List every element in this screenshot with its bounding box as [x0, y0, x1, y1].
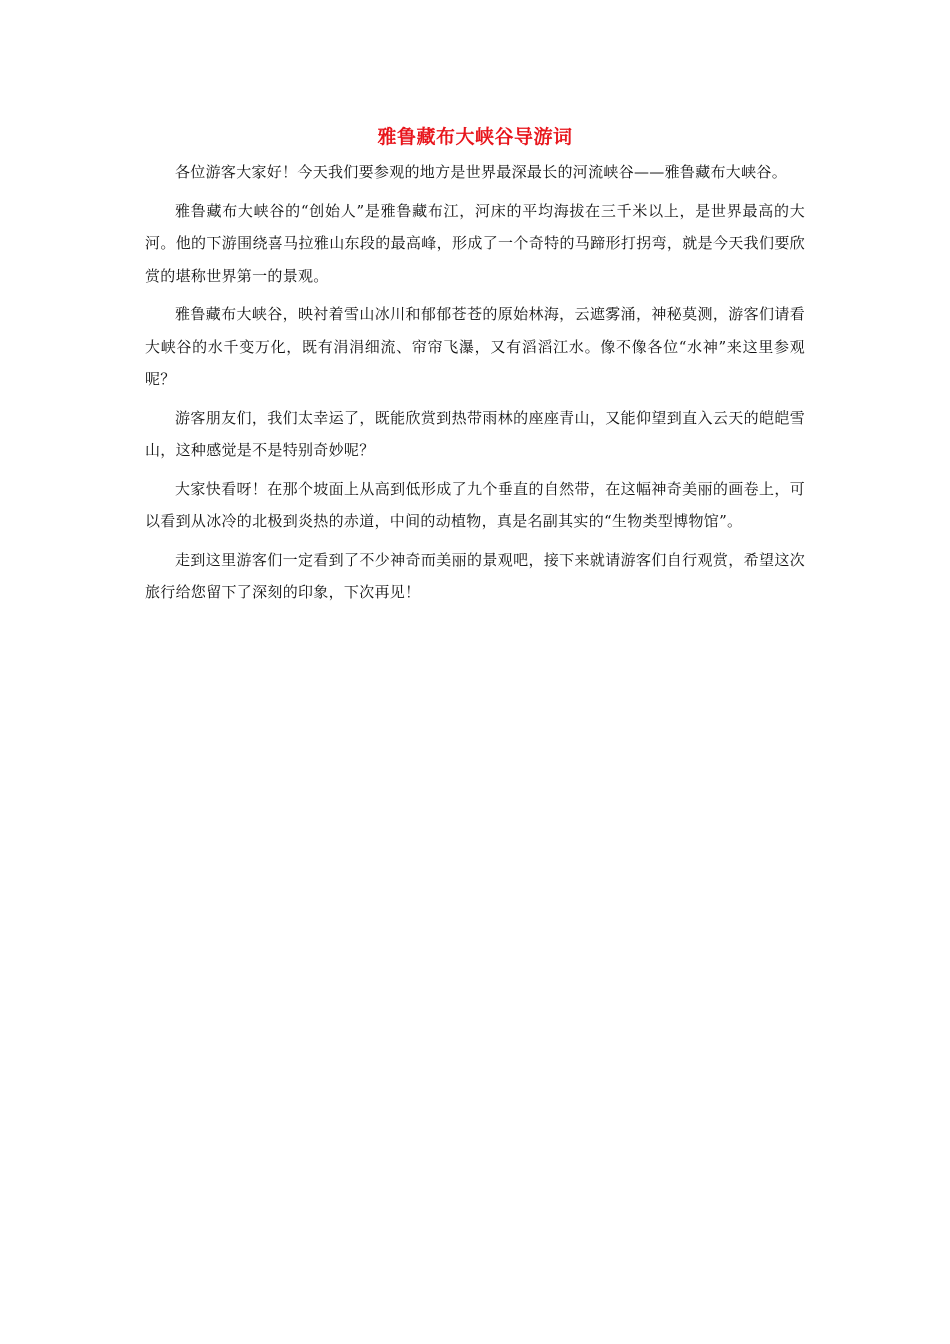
paragraph-3: 雅鲁藏布大峡谷，映衬着雪山冰川和郁郁苍苍的原始林海，云遮雾涌，神秘莫测，游客们请看大峡谷的水千变万化，既有涓涓细流、帘帘飞瀑，又有滔滔江水。像不像各位“水神”来这里参观呢？	[145, 305, 805, 388]
paragraph-6: 走到这里游客们一定看到了不少神奇而美丽的景观吧，接下来就请游客们自行观赏，希望这次旅行给您留下了深刻的印象，下次再见！	[145, 550, 805, 601]
document-body	[145, 156, 805, 615]
paragraph-4: 游客朋友们，我们太幸运了，既能欣赏到热带雨林的座座青山，又能仰望到直入云天的皑皑雪山，这种感觉是不是特别奇妙呢？	[145, 408, 805, 459]
document-title: 雅鲁藏布大峡谷导游词	[377, 126, 573, 148]
paragraph-1: 各位游客大家好！今天我们要参观的地方是世界最深最长的河流峡谷——雅鲁藏布大峡谷。	[175, 163, 788, 181]
paragraph-2: 雅鲁藏布大峡谷的“创始人”是雅鲁藏布江，河床的平均海拔在三千米以上，是世界最高的大河。他的下游围绕喜马拉雅山东段的最高峰，形成了一个奇特的马蹄形打拐弯，就是今天我们要欣赏的堪称世界第一的景观。	[145, 201, 805, 285]
paragraph-5: 大家快看呀！在那个坡面上从高到低形成了九个垂直的自然带，在这幅神奇美丽的画卷上，可以看到从冰冷的北极到炎热的赤道，中间的动植物，真是名副其实的“生物类型博物馆”。	[145, 479, 805, 530]
